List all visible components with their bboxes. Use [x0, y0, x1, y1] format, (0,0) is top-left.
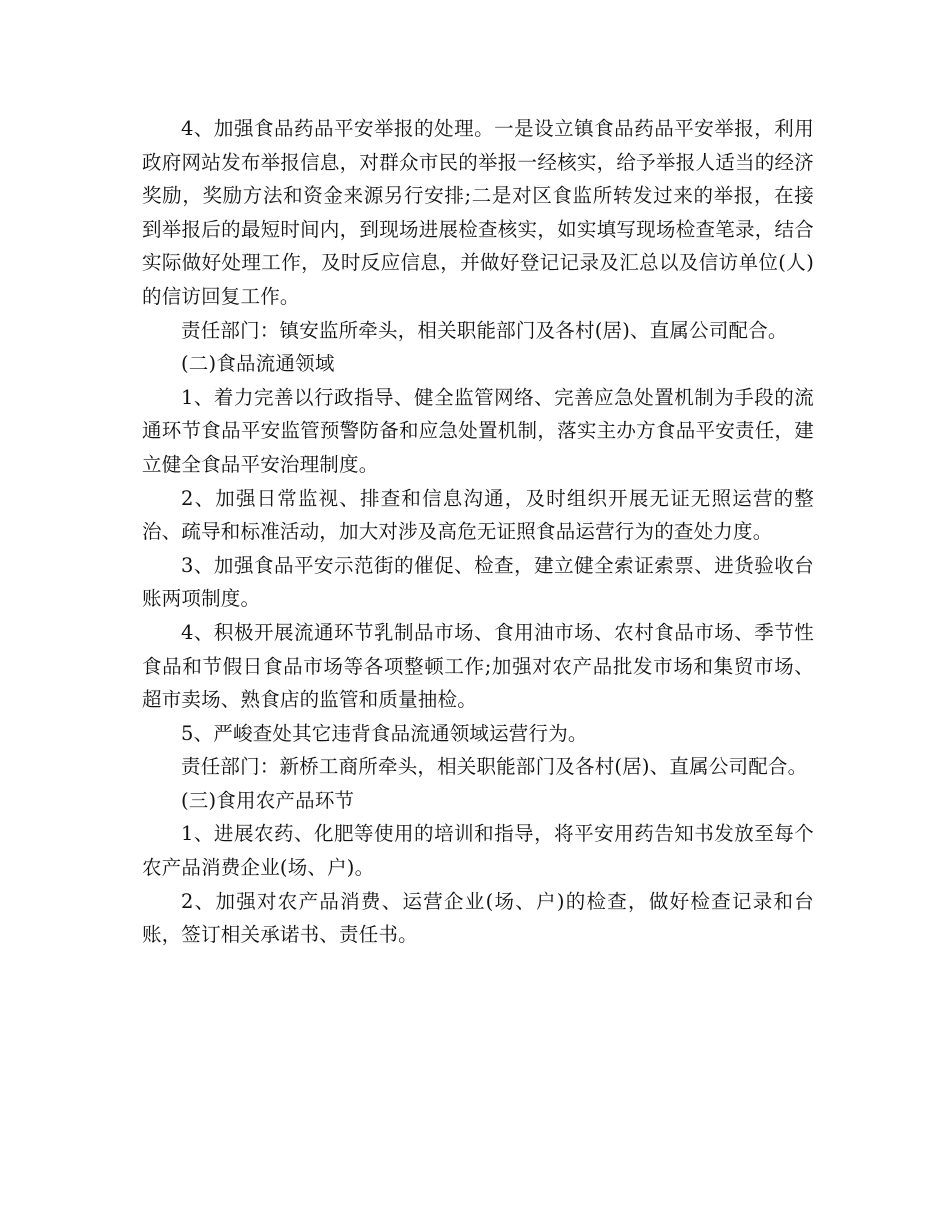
paragraph-circulation-item-4: 4、积极开展流通环节乳制品市场、食用油市场、农村食品市场、季节性食品和节假日食品市场等各项整顿工作;加强对农产品批发市场和集贸市场、超市卖场、熟食店的监管和质量抽检。 — [142, 620, 814, 712]
paragraph-circulation-item-2: 2、加强日常监视、排查和信息沟通，及时组织开展无证无照运营的整治、疏导和标准活动，加大对涉及高危无证照食品运营行为的查处力度。 — [142, 486, 814, 544]
paragraph-report-handling: 4、加强食品药品平安举报的处理。一是设立镇食品药品平安举报，利用政府网站发布举报信息，对群众市民的举报一经核实，给予举报人适当的经济奖励，奖励方法和资金来源另行安排;二是对区食监所转发过来的举报，在接到举报后的最短时间内，到现场进展检查核实，如实填写现场检查笔录，结合实际做好处理工作，及时反应信息，并做好登记记录及汇总以及信访单位(人)的信访回复工作。 — [142, 117, 814, 308]
section-heading-circulation: (二)食品流通领域 — [181, 352, 335, 376]
document-body — [142, 112, 814, 952]
paragraph-agri-item-1: 1、进展农药、化肥等使用的培训和指导，将平安用药告知书发放至每个农产品消费企业(场、户)。 — [142, 822, 814, 880]
paragraph-agri-item-2: 2、加强对农产品消费、运营企业(场、户)的检查，做好检查记录和台账，签订相关承诺书、责任书。 — [142, 889, 814, 947]
paragraph-responsible-dept-2: 责任部门：新桥工商所牵头，相关职能部门及各村(居)、直属公司配合。 — [181, 755, 808, 779]
paragraph-responsible-dept-1: 责任部门：镇安监所牵头，相关职能部门及各村(居)、直属公司配合。 — [181, 318, 788, 342]
section-heading-agri-products: (三)食用农产品环节 — [181, 788, 355, 812]
paragraph-circulation-item-3: 3、加强食品平安示范街的催促、检查，建立健全索证索票、进货验收台账两项制度。 — [142, 553, 814, 611]
paragraph-circulation-item-1: 1、着力完善以行政指导、健全监管网络、完善应急处置机制为手段的流通环节食品平安监管预警防备和应急处置机制，落实主办方食品平安责任，建立健全食品平安治理制度。 — [142, 385, 814, 476]
paragraph-circulation-item-5: 5、严峻查处其它违背食品流通领域运营行为。 — [181, 721, 588, 745]
